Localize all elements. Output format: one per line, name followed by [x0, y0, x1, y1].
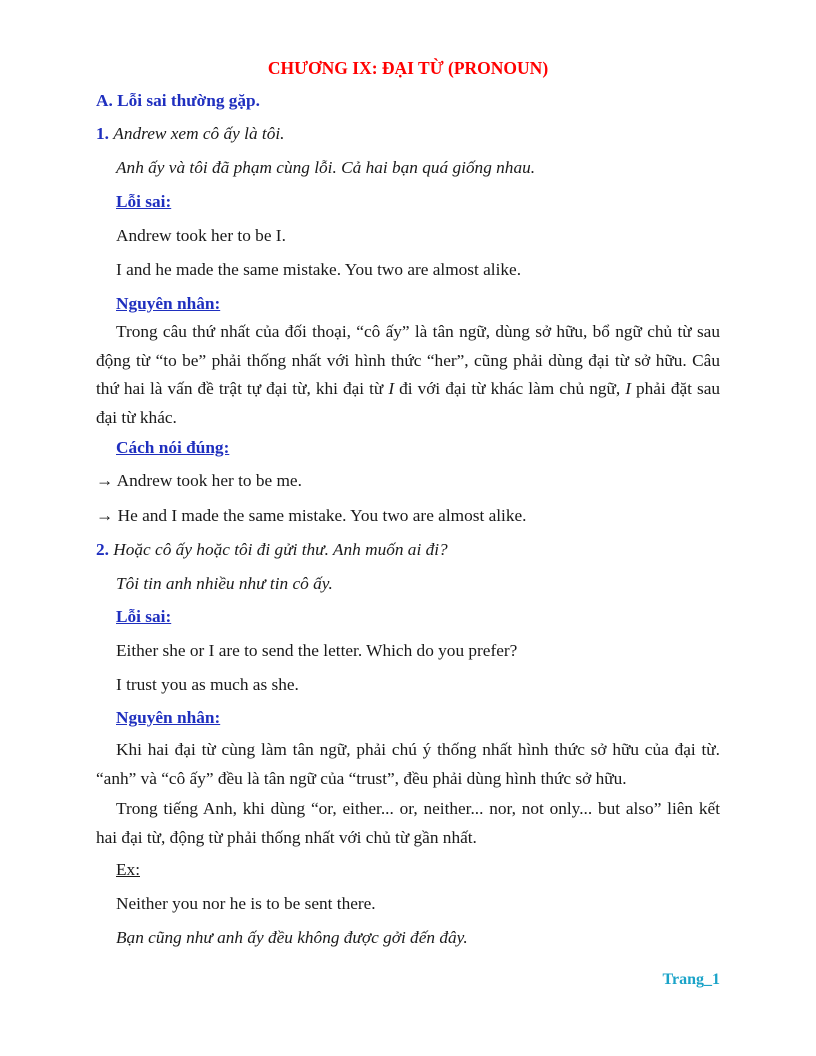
reason-text-c: phải đặt sau đại từ khác. — [96, 379, 721, 428]
item2-error-line1: Either she or I are to send the letter. Which do you prefer? — [116, 641, 518, 660]
reason-text-a: Trong câu thứ nhất của đối thoại, “cô ấy” là tân ngữ, dùng sở hữu, bổ ngữ chủ từ sau động từ “to be” phải thống nhất với hình thức “her”, cũng phải dùng đại từ sở hữu. Câu thứ hai là vấn đề trật tự đại từ, khi đại từ — [96, 322, 720, 399]
section-a-heading: A. Lỗi sai thường gặp. — [96, 91, 260, 110]
reason-italic-i1: I — [388, 379, 395, 399]
item2-example-vietnamese: Bạn cũng như anh ấy đều không được gởi đến đây. — [116, 928, 468, 947]
item1-error-line1: Andrew took her to be I. — [116, 226, 286, 245]
item1-vietnamese-line1 — [96, 123, 720, 145]
item1-correct-heading: Cách nói đúng: — [116, 438, 230, 457]
item2-error-line2: I trust you as much as she. — [116, 675, 299, 694]
item2-reason-heading: Nguyên nhân: — [116, 708, 221, 727]
item2-vietnamese-line1 — [96, 539, 720, 561]
item2-error-heading: Lỗi sai: — [116, 607, 172, 626]
item2-number: 2. — [96, 540, 109, 559]
item1-error-line2: I and he made the same mistake. You two are almost alike. — [116, 260, 522, 279]
item2-reason-paragraph2: Trong tiếng Anh, khi dùng “or, either... or, neither... nor, not only... but also” liên kết hai đại từ, động từ phải thống nhất với chủ từ gần nhất. — [96, 799, 720, 847]
item1-vietnamese-line2: Anh ấy và tôi đã phạm cùng lỗi. Cả hai bạn quá giống nhau. — [116, 158, 536, 177]
item2-example-english: Neither you nor he is to be sent there. — [116, 894, 376, 913]
item2-example-label: Ex: — [116, 860, 140, 879]
item1-correct-line2: → He and I made the same mistake. You two are almost alike. — [96, 506, 527, 525]
reason-text-b: đi với đại từ khác làm chủ ngữ, — [394, 379, 626, 399]
item2-reason-paragraph1: Khi hai đại từ cùng làm tân ngữ, phải chú ý thống nhất hình thức sở hữu của đại từ. “anh” và “cô ấy” đều là tân ngữ của “trust”, đều phải dùng hình thức sở hữu. — [96, 740, 720, 788]
item1-reason-heading: Nguyên nhân: — [116, 294, 221, 313]
item1-reason-paragraph — [96, 318, 720, 433]
page-number-footer: Trang_1 — [662, 971, 720, 988]
chapter-title: CHƯƠNG IX: ĐẠI TỪ (PRONOUN) — [267, 58, 549, 78]
reason-italic-i2: I — [625, 379, 631, 399]
item1-vi-text1: Andrew xem cô ấy là tôi. — [113, 124, 285, 143]
item2-vietnamese-line2: Tôi tin anh nhiều như tin cô ấy. — [116, 574, 333, 593]
item2-vi-text1: Hoặc cô ấy hoặc tôi đi gửi thư. Anh muốn ai đi? — [113, 540, 448, 559]
item1-error-heading: Lỗi sai: — [116, 192, 172, 211]
item1-correct-line1: → Andrew took her to be me. — [96, 471, 302, 490]
item1-number: 1. — [96, 124, 109, 143]
